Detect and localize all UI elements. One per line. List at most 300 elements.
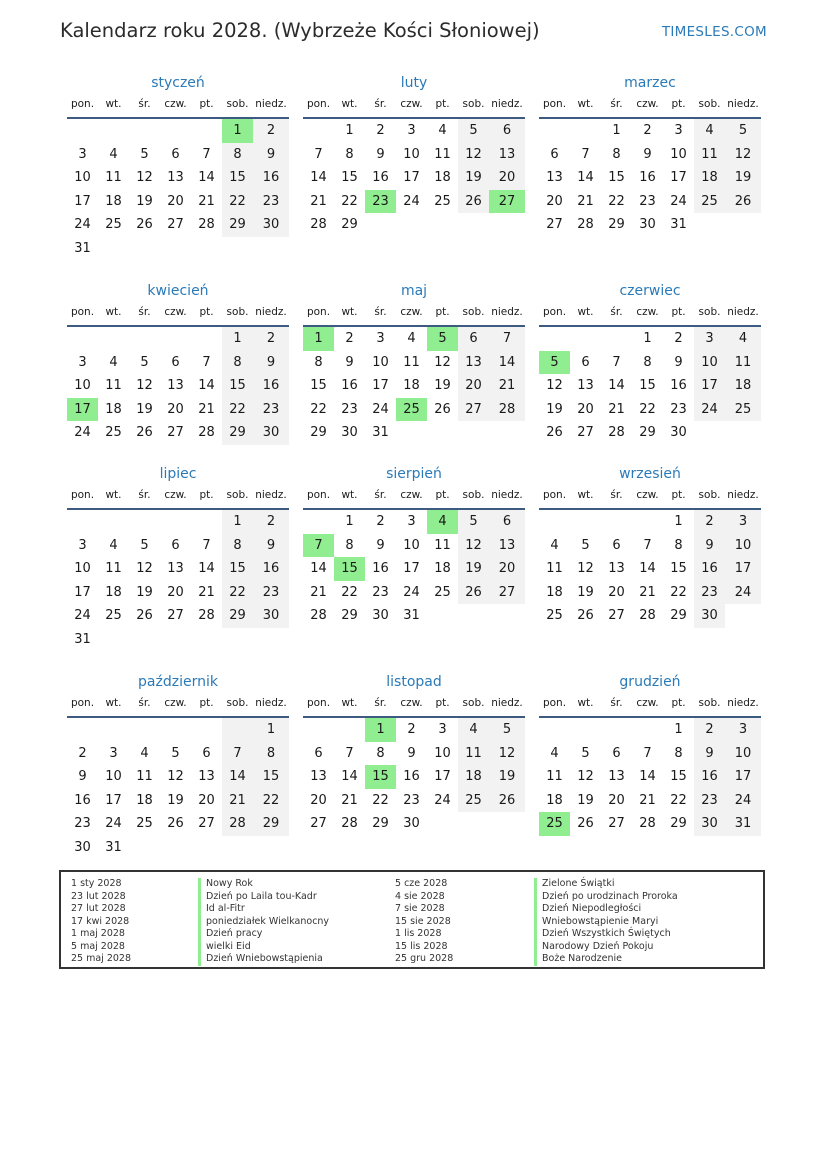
day-cell: 9	[376, 146, 385, 162]
day-cell: 4	[109, 354, 118, 370]
day-cell: 23	[253, 190, 289, 214]
empty-cell	[632, 510, 663, 534]
day-cell: 23	[694, 789, 725, 813]
day-cell: 4	[550, 745, 559, 761]
day-cell: 5	[458, 510, 489, 534]
weekday-label: pon.	[542, 697, 567, 709]
day-cell: 29	[372, 816, 389, 831]
day-cell: 22	[372, 792, 389, 808]
weekday-label: czw.	[400, 98, 423, 110]
day-cell: 20	[546, 193, 563, 209]
day-cell: 22	[341, 193, 358, 209]
month-block	[539, 73, 761, 237]
day-cell: 5	[489, 718, 525, 742]
day-cell: 29	[608, 217, 625, 232]
day-cell: 9	[253, 143, 289, 167]
day-cell: 12	[434, 354, 451, 370]
weekday-label: wt.	[577, 306, 594, 318]
day-cell: 2	[253, 327, 289, 351]
day-cell: 30	[253, 421, 289, 445]
day-cell: 8	[222, 534, 253, 558]
day-cell: 22	[253, 789, 289, 813]
day-cell: 19	[136, 401, 153, 417]
weekday-label: pt.	[671, 697, 686, 709]
weekday-label: pon.	[306, 306, 331, 318]
day-cell: 23	[670, 401, 687, 417]
empty-cell	[334, 718, 365, 742]
day-cell: 25	[546, 608, 563, 623]
day-cell: 20	[608, 792, 625, 808]
day-cell: 6	[489, 510, 525, 534]
day-cell: 26	[546, 425, 563, 440]
day-cell: 12	[577, 769, 594, 784]
weekday-label: śr.	[610, 697, 623, 709]
weekday-header	[303, 95, 525, 119]
day-cell: 2	[376, 514, 385, 529]
day-cell: 9	[376, 537, 385, 553]
day-cell: 12	[458, 143, 489, 167]
weekday-label: wt.	[341, 98, 358, 110]
day-cell: 27	[608, 608, 625, 623]
day-cell: 18	[105, 584, 122, 600]
day-cell: 10	[725, 742, 761, 766]
weekday-label: sob.	[462, 697, 485, 709]
day-cell: 17	[403, 561, 420, 576]
day-cell: 26	[136, 608, 153, 623]
weekday-label: sob.	[698, 697, 721, 709]
day-cell: 29	[222, 213, 253, 237]
weekday-label: sob.	[698, 489, 721, 501]
weekday-label: śr.	[138, 98, 151, 110]
day-cell: 9	[643, 146, 652, 162]
holiday-day-cell: 23	[365, 190, 396, 214]
day-cell: 3	[78, 354, 87, 370]
weekday-label: wt.	[341, 306, 358, 318]
weekday-header	[539, 95, 761, 119]
day-cell: 29	[639, 425, 656, 440]
day-cell: 2	[345, 331, 354, 346]
day-cell: 31	[403, 608, 420, 623]
day-cell: 29	[670, 608, 687, 623]
day-grid	[539, 119, 761, 237]
weekday-label: pt.	[435, 697, 450, 709]
day-cell: 26	[577, 816, 594, 831]
weekday-label: wt.	[577, 98, 594, 110]
day-cell: 6	[171, 354, 180, 370]
holiday-day-cell: 5	[539, 351, 570, 375]
day-cell: 24	[74, 608, 91, 623]
weekday-label: sob.	[226, 489, 249, 501]
legend-holiday-name: poniedziałek Wielkanocny	[198, 916, 329, 929]
empty-cell	[129, 119, 160, 143]
day-cell: 12	[546, 378, 563, 393]
month-block	[539, 464, 761, 628]
legend-holiday-name: Dzień Wniebowstąpienia	[198, 953, 329, 966]
month-block	[539, 672, 761, 836]
legend-date: 25 gru 2028	[395, 953, 454, 964]
weekday-label: śr.	[610, 98, 623, 110]
day-cell: 10	[372, 354, 389, 370]
empty-cell	[98, 510, 129, 534]
day-cell: 30	[694, 812, 725, 836]
day-cell: 3	[725, 718, 761, 742]
day-cell: 13	[546, 170, 563, 185]
day-cell: 11	[458, 742, 489, 766]
empty-cell	[570, 327, 601, 351]
empty-cell	[129, 327, 160, 351]
day-grid	[67, 718, 289, 859]
day-cell: 10	[74, 561, 91, 576]
day-cell: 11	[434, 537, 451, 553]
day-cell: 7	[489, 327, 525, 351]
day-cell: 13	[167, 170, 184, 185]
day-cell: 20	[310, 792, 327, 808]
day-cell: 30	[403, 816, 420, 831]
legend-holiday-name: Zielone Świątki	[534, 878, 678, 891]
day-cell: 29	[222, 421, 253, 445]
day-cell: 23	[74, 816, 91, 831]
day-cell: 25	[136, 816, 153, 831]
weekday-label: niedz.	[255, 98, 287, 110]
legend-holiday-name: Dzień po Laila tou-Kadr	[198, 891, 329, 904]
day-cell: 30	[253, 213, 289, 237]
day-cell: 7	[643, 745, 652, 761]
day-cell: 3	[407, 123, 416, 138]
day-cell: 26	[136, 425, 153, 440]
month-name: czerwiec	[619, 283, 681, 299]
empty-cell	[129, 718, 160, 742]
day-cell: 17	[434, 769, 451, 784]
holiday-day-cell: 1	[303, 327, 334, 351]
weekday-label: czw.	[636, 697, 659, 709]
day-cell: 24	[725, 789, 761, 813]
day-cell: 7	[345, 745, 354, 761]
empty-cell	[67, 718, 98, 742]
day-cell: 4	[407, 331, 416, 346]
day-cell: 18	[725, 374, 761, 398]
day-cell: 15	[341, 170, 358, 185]
day-cell: 2	[78, 745, 87, 761]
weekday-label: pon.	[70, 489, 95, 501]
day-cell: 1	[253, 718, 289, 742]
day-cell: 28	[222, 812, 253, 836]
day-cell: 4	[109, 537, 118, 553]
month-block	[303, 73, 525, 237]
day-cell: 9	[253, 351, 289, 375]
day-cell: 5	[140, 354, 149, 370]
legend-date: 1 maj 2028	[71, 928, 125, 939]
day-cell: 10	[694, 351, 725, 375]
holiday-day-cell: 15	[334, 557, 365, 581]
month-name: maj	[400, 283, 428, 299]
empty-cell	[160, 119, 191, 143]
legend-date: 5 maj 2028	[71, 940, 125, 952]
empty-cell	[160, 327, 191, 351]
empty-cell	[98, 119, 129, 143]
day-grid	[303, 119, 525, 237]
day-cell: 21	[310, 193, 327, 209]
day-cell: 6	[550, 146, 559, 162]
day-cell: 12	[577, 561, 594, 576]
day-cell: 9	[694, 742, 725, 766]
day-cell: 6	[612, 745, 621, 761]
weekday-label: pt.	[671, 98, 686, 110]
day-cell: 17	[403, 170, 420, 185]
day-cell: 21	[198, 584, 215, 600]
month-name: kwiecień	[147, 283, 209, 299]
weekday-label: sob.	[226, 306, 249, 318]
day-cell: 11	[434, 146, 451, 162]
weekday-label: niedz.	[255, 489, 287, 501]
weekday-label: sob.	[462, 306, 485, 318]
day-cell: 30	[694, 604, 725, 628]
day-cell: 17	[74, 193, 91, 209]
weekday-label: czw.	[400, 489, 423, 501]
day-cell: 1	[612, 123, 621, 138]
day-cell: 10	[105, 769, 122, 784]
empty-cell	[191, 119, 222, 143]
day-cell: 27	[546, 217, 563, 232]
day-cell: 13	[458, 351, 489, 375]
day-grid	[67, 327, 289, 445]
day-cell: 24	[434, 792, 451, 808]
empty-cell	[222, 718, 253, 742]
day-cell: 17	[694, 374, 725, 398]
weekday-label: czw.	[636, 306, 659, 318]
day-cell: 12	[725, 143, 761, 167]
day-cell: 23	[253, 398, 289, 422]
day-cell: 30	[253, 604, 289, 628]
day-cell: 11	[136, 769, 153, 784]
day-cell: 14	[577, 170, 594, 185]
weekday-label: niedz.	[491, 98, 523, 110]
day-cell: 16	[253, 166, 289, 190]
empty-cell	[632, 718, 663, 742]
month-block	[539, 281, 761, 445]
day-cell: 21	[222, 789, 253, 813]
day-cell: 10	[403, 146, 420, 162]
day-cell: 24	[74, 425, 91, 440]
brand-link[interactable]: TIMESLES.COM	[661, 24, 767, 40]
day-cell: 31	[105, 839, 122, 855]
weekday-label: śr.	[138, 697, 151, 709]
weekday-label: wt.	[341, 489, 358, 501]
day-cell: 27	[167, 217, 184, 232]
weekday-label: niedz.	[491, 306, 523, 318]
weekday-label: śr.	[374, 306, 387, 318]
day-cell: 23	[403, 792, 420, 808]
day-cell: 14	[489, 351, 525, 375]
weekday-label: pt.	[199, 98, 214, 110]
empty-cell	[98, 327, 129, 351]
day-cell: 26	[458, 190, 489, 214]
weekday-header	[67, 303, 289, 327]
page-title: Kalendarz roku 2028. (Wybrzeże Kości Słoniowej)	[60, 19, 540, 42]
day-cell: 3	[725, 510, 761, 534]
weekday-label: niedz.	[255, 306, 287, 318]
day-cell: 7	[202, 537, 211, 553]
day-cell: 19	[725, 166, 761, 190]
legend-date: 1 sty 2028	[71, 878, 122, 889]
day-cell: 18	[105, 401, 122, 417]
weekday-label: niedz.	[727, 306, 759, 318]
day-cell: 16	[372, 170, 389, 185]
day-cell: 2	[376, 123, 385, 138]
day-cell: 18	[403, 378, 420, 393]
day-cell: 10	[74, 378, 91, 393]
day-cell: 9	[674, 354, 683, 370]
weekday-label: śr.	[610, 489, 623, 501]
day-cell: 1	[345, 514, 354, 529]
day-cell: 13	[198, 769, 215, 784]
weekday-label: wt.	[577, 489, 594, 501]
day-cell: 28	[310, 608, 327, 623]
day-cell: 29	[341, 608, 358, 623]
day-cell: 11	[694, 143, 725, 167]
day-cell: 2	[643, 123, 652, 138]
weekday-label: sob.	[226, 98, 249, 110]
day-cell: 4	[458, 718, 489, 742]
month-name: marzec	[624, 75, 676, 91]
empty-cell	[191, 718, 222, 742]
day-cell: 21	[489, 374, 525, 398]
day-cell: 9	[78, 769, 87, 784]
weekday-label: wt.	[577, 697, 594, 709]
day-cell: 29	[341, 217, 358, 232]
day-cell: 6	[314, 745, 323, 761]
weekday-label: niedz.	[491, 697, 523, 709]
weekday-label: sob.	[462, 489, 485, 501]
month-name: październik	[138, 674, 218, 690]
day-cell: 27	[310, 816, 327, 831]
day-cell: 8	[674, 745, 683, 761]
day-cell: 26	[136, 217, 153, 232]
day-grid	[67, 119, 289, 260]
day-cell: 22	[222, 398, 253, 422]
holiday-day-cell: 25	[396, 398, 427, 422]
weekday-header	[303, 694, 525, 718]
day-cell: 19	[458, 557, 489, 581]
day-cell: 6	[581, 354, 590, 370]
legend-dates-col-2	[395, 878, 453, 966]
day-cell: 6	[458, 327, 489, 351]
day-cell: 16	[694, 765, 725, 789]
day-cell: 19	[577, 584, 594, 600]
day-cell: 15	[639, 378, 656, 393]
legend-date: 23 lut 2028	[71, 890, 126, 902]
day-cell: 4	[109, 146, 118, 162]
day-cell: 13	[167, 378, 184, 393]
day-cell: 2	[694, 510, 725, 534]
legend-holiday-name: Narodowy Dzień Pokoju	[534, 941, 678, 954]
legend-date: 27 lut 2028	[71, 903, 126, 914]
month-name: lipiec	[159, 466, 197, 482]
weekday-label: sob.	[698, 306, 721, 318]
weekday-label: pon.	[306, 697, 331, 709]
day-cell: 22	[222, 190, 253, 214]
day-cell: 28	[310, 217, 327, 232]
legend-holiday-name: Nowy Rok	[198, 878, 329, 891]
day-cell: 18	[434, 170, 451, 185]
day-cell: 9	[694, 534, 725, 558]
weekday-label: śr.	[374, 489, 387, 501]
day-cell: 13	[167, 561, 184, 576]
day-cell: 14	[198, 170, 215, 185]
day-cell: 18	[546, 584, 563, 600]
day-cell: 15	[253, 765, 289, 789]
day-cell: 8	[643, 354, 652, 370]
day-cell: 1	[674, 514, 683, 529]
weekday-header	[539, 694, 761, 718]
day-cell: 21	[639, 792, 656, 808]
day-cell: 20	[167, 193, 184, 209]
month-name: luty	[400, 75, 428, 91]
day-cell: 16	[74, 792, 91, 808]
empty-cell	[191, 327, 222, 351]
holiday-day-cell: 25	[539, 812, 570, 836]
holiday-day-cell: 5	[427, 327, 458, 351]
day-cell: 31	[74, 240, 91, 256]
month-block	[67, 672, 289, 859]
empty-cell	[539, 718, 570, 742]
day-cell: 8	[612, 146, 621, 162]
day-cell: 30	[670, 425, 687, 440]
day-cell: 12	[136, 378, 153, 393]
day-cell: 1	[643, 331, 652, 346]
day-cell: 29	[222, 604, 253, 628]
day-cell: 28	[341, 816, 358, 831]
empty-cell	[570, 718, 601, 742]
day-cell: 23	[341, 401, 358, 417]
empty-cell	[601, 327, 632, 351]
day-cell: 21	[198, 193, 215, 209]
day-cell: 19	[434, 378, 451, 393]
day-cell: 20	[489, 166, 525, 190]
day-cell: 24	[105, 816, 122, 831]
day-cell: 6	[202, 745, 211, 761]
day-cell: 28	[608, 425, 625, 440]
empty-cell	[303, 718, 334, 742]
day-cell: 19	[577, 792, 594, 808]
empty-cell	[539, 119, 570, 143]
weekday-label: sob.	[698, 98, 721, 110]
day-cell: 15	[608, 170, 625, 185]
day-cell: 15	[222, 374, 253, 398]
weekday-label: wt.	[105, 98, 122, 110]
legend-date: 5 cze 2028	[395, 878, 448, 889]
day-cell: 16	[639, 170, 656, 185]
day-cell: 15	[222, 166, 253, 190]
day-cell: 2	[674, 331, 683, 346]
day-cell: 3	[376, 331, 385, 346]
day-cell: 23	[694, 581, 725, 605]
day-cell: 27	[167, 608, 184, 623]
day-cell: 25	[105, 608, 122, 623]
day-cell: 10	[434, 745, 451, 761]
day-cell: 8	[253, 742, 289, 766]
day-cell: 17	[74, 584, 91, 600]
day-cell: 28	[577, 217, 594, 232]
day-cell: 1	[222, 327, 253, 351]
day-cell: 6	[171, 146, 180, 162]
day-cell: 27	[489, 581, 525, 605]
holiday-day-cell: 1	[222, 119, 253, 143]
day-cell: 11	[105, 561, 122, 576]
day-cell: 2	[253, 510, 289, 534]
weekday-header	[539, 303, 761, 327]
weekday-label: czw.	[164, 306, 187, 318]
day-cell: 6	[612, 537, 621, 553]
